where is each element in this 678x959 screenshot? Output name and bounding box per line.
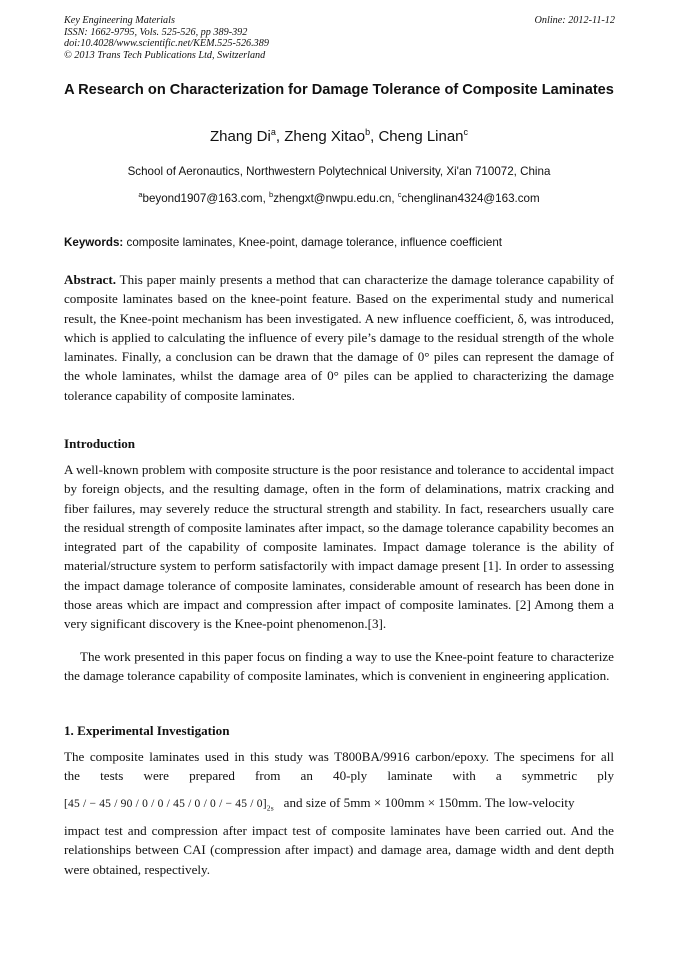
author-sup: c	[463, 127, 469, 137]
layup-formula	[64, 798, 274, 813]
journal-name: Key Engineering Materials	[64, 15, 175, 26]
doi-line: doi:10.4028/www.scientific.net/KEM.525-526.389	[64, 38, 269, 50]
introduction-paragraph-2: The work presented in this paper focus on finding a way to use the Knee-point feature to characterize the damage tolerance capability of composite laminates, which is convenient in engineering application.	[64, 649, 614, 684]
section1-line-2: the tests were prepared from an 40-ply laminate with a symmetric ply	[64, 768, 614, 783]
introduction-heading: Introduction	[64, 436, 136, 451]
abstract-label: Abstract.	[64, 272, 116, 287]
copyright-line: © 2013 Trans Tech Publications Ltd, Switzerland	[64, 49, 266, 61]
section1-heading: 1. Experimental Investigation	[64, 723, 230, 738]
keywords-text: composite laminates, Knee-point, damage tolerance, influence coefficient	[126, 236, 503, 249]
email-address[interactable]: chenglinan4324@163.com	[401, 192, 540, 205]
keywords	[64, 236, 615, 249]
email-sup: a	[138, 190, 143, 199]
section1-line-1: The composite laminates used in this study was T800BA/9916 carbon/epoxy. The specimens for all	[64, 749, 614, 764]
author-sup: b	[365, 127, 371, 137]
author-name: Zhang Di	[209, 128, 271, 145]
journal-header	[64, 15, 615, 61]
email-list: $^a$beyond1907@163.com, $^b$zhengxt@nwpu.edu.cn, $^c$chenglinan4324@163.com	[138, 190, 540, 205]
online-date: Online: 2012-11-12	[534, 15, 615, 26]
section1-layup-line	[64, 793, 614, 818]
specimen-size-text: and size of 5mm × 100mm × 150mm. The low-velocity	[283, 795, 575, 810]
abstract	[64, 270, 614, 405]
abstract-text: This paper mainly presents a method that can characterize the damage tolerance capability of composite laminates based on the knee-point feature. Based on the experimental study and numerical result, the Knee-point mechanism has been investigated. A new influence coefficient, δ, was introduced, which is applied to calculating the influence of every pile’s damage to the residual strength of the whole laminates. Finally, a conclusion can be drawn that the damage of 0° piles can represent the damage of the whole laminates, whilst the damage area of 0° piles can be applied to characterizing the damage tolerance capability of composite laminates.	[64, 272, 614, 403]
author-name: Cheng Linan	[378, 128, 464, 145]
paper-title: A Research on Characterization for Damage Tolerance of Composite Laminates	[64, 82, 614, 98]
author-name: Zheng Xitao	[284, 128, 366, 145]
email-sup: c	[397, 190, 402, 199]
section1-paragraph-rest: impact test and compression after impact test of composite laminates have been carried out. And the relationships between CAI (compression after impact) and damage area, damage width and dent depth were obtained, respectively.	[64, 823, 614, 877]
email-address[interactable]: zhengxt@nwpu.edu.cn	[273, 192, 392, 205]
affiliation: School of Aeronautics, Northwestern Polytechnical University, Xi'an 710072, China	[127, 165, 551, 178]
layup-subscript: 2s	[266, 803, 274, 813]
layup-sequence: [45 / − 45 / 90 / 0 / 0 / 45 / 0 / 0 / − 45 / 0]	[64, 798, 267, 810]
email-address[interactable]: beyond1907@163.com	[142, 192, 263, 205]
introduction-paragraph-1: A well-known problem with composite structure is the poor resistance and tolerance to accidental impact by foreign objects, and the resulting damage, often in the form of delaminations, matrix cracking and fiber failures, may severely reduce the structural strength and stability. In fact, researchers usually care the residual strength of composite laminates after impact, so the damage tolerance capability becomes an integrated part of the capability of composite laminates. Impact damage tolerance is the ability of material/structure system to perform satisfactorily with impact damage present [1]. In order to assessing the impact damage tolerance of composite laminates, considerable amount of research has been done in those areas which are impact and compression after impact of composite laminates. [2] Among them a very significant discovery is the Knee-point phenomenon.[3].	[64, 462, 614, 632]
issn-line: ISSN: 1662-9795, Vols. 525-526, pp 389-392	[64, 26, 248, 38]
author-sup: a	[270, 127, 276, 137]
email-sup: b	[269, 190, 274, 199]
keywords-label: Keywords:	[64, 236, 124, 249]
author-list: Zhang Di$^a$, Zheng Xitao$^b$, Cheng Linan$^c$	[209, 127, 469, 145]
